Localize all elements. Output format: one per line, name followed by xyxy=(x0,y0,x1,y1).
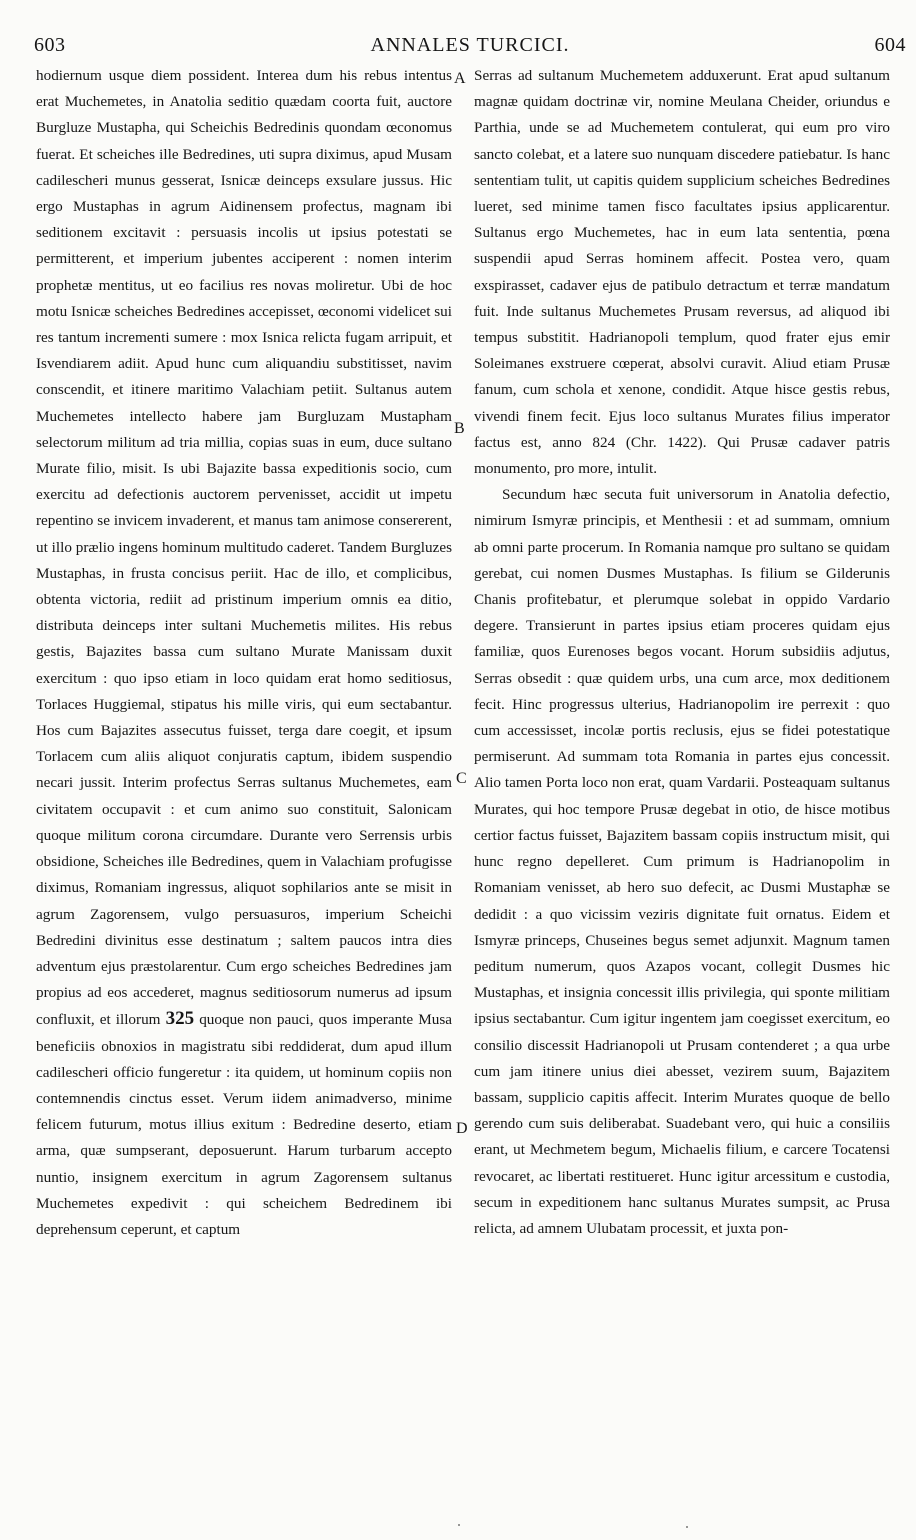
left-text-part2: quoque non pauci, quos imperante Musa beneficiis obnoxios in magistratu sibi reddiderat, dum apud illum cadilescheri officio fungeretur : ita quidem, ut hominum copiis non contemnendis cinctus esset. Verum iidem animadverso, minime felicem futurum, motus illius exitum : Bedredine deserto, etiam arma, quæ sumpserant, deposuerunt. Harum turbarum accepto nuntio, insignem exercitum in agrum Zagorensem sultanus Muchemetes expedivit : qui scheichem Bedredinem ibi deprehensum ceperunt, et captum xyxy=(36,1011,452,1238)
signature-mark: 325 xyxy=(165,1008,195,1030)
running-title: ANNALES TURCICI. xyxy=(370,34,570,56)
left-column xyxy=(36,63,452,1243)
margin-marker-a: A xyxy=(454,70,466,87)
margin-marker-b: B xyxy=(454,420,465,437)
margin-marker-d: D xyxy=(456,1120,468,1137)
page-number-right: 604 xyxy=(874,34,906,56)
left-column-text xyxy=(36,63,452,1243)
right-paragraph-2: Secundum hæc secuta fuit universorum in Anatolia defectio, nimirum Ismyræ principis, et Menthesii : et ad summam, omnium ab omni parte procerum. In Romania namque pro sultano se quidam gerebat, cui nomen Dusmes Mustaphas. Is filium se Gilderunis Chanis profitebatur, et plerumque solebat in oppido Vardario degere. Transierunt in partes ipsius etiam proceres quidam ejus familiæ, quos Eurenoses begos vocant. Horum subsidiis adjutus, Serras obsedit : quæ quidem urbs, una cum arce, mox deditionem fecit. Hinc progressus ulterius, Hadrianopolim ire perrexit : quo cum accessisset, incolæ portis reclusis, ejus se fidei potestatique permiserunt. Ad summam tota Romania in partes ejus concessit. Alio tamen Porta loco non erat, quam Vardarii. Posteaquam sultanus Murates, qui hoc tempore Prusæ degebat in otio, de hisce motibus certior factus fuisset, Bajazitem bassam copiis instructum misit, qui hunc regno depelleret. Cum primum is Hadrianopolim in Romaniam venisset, ab hero suo defecit, ac Dusmi Mustaphæ se dedidit : a quo vicissim veziris dignitate fuit ornatus. Eidem et Ismyræ princeps, Chuseines begus semet adjunxit. Magnum tamen peditum numerum, quos Azapos vocant, collegit Dusmes hic Mustaphas, et insignia concessit illis privilegia, qui sponte militiam ipsius sectabantur. Cum igitur ingentem jam coegisset exercitum, eo consilio discessit Hadrianopoli ut Prusam contenderet ; a qua urbe cum jam itinere unius diei abesset, vezirem suum, Bajazitem bassam, supplicio capitis affecit. Interim Murates quoque de bello gerendo cum suis deliberabat. Suadebant vero, qui huic a consiliis erant, ut Mechmetem begum, Michaelis filium, e carcere Tocatensi revocaret, ac libertati restitueret. Hunc igitur arcessitum e custodia, secum in expeditionem hanc sultanus Murates sumpsit, ac Prusa relicta, ad amnem Ulubatam processit, et juxta pon- xyxy=(474,486,890,1237)
print-speck xyxy=(458,1524,460,1526)
left-text-part1: hodiernum usque diem possident. Interea dum his rebus intentus erat Muchemetes, in Anatolia seditio quædam coorta fuit, auctore Burgluze Mustapha, qui Scheichis Bedredinis quondam œconomus fuerat. Et scheiches ille Bedredines, uti supra diximus, apud Musam cadilescheri munus gesserat, Isnicæ deinceps exsulare jussus. Hic ergo Mustaphas in agrum Aidinensem profectus, magnam ibi seditionem excitavit : persuasis incolis ut ipsius potestati se permitterent, et imperium jubentes acciperent : nomen interim prophetæ mentitus, ut eo facilius res novas moliretur. Ubi de hoc motu Isnicæ scheiches Bedredines accepisset, œconomi videlicet sui res tantum incrementi sumere : mox Isnica relicta fugam arripuit, et Isvendiarem adiit. Apud hunc cum aliquandiu substitisset, navim conscendit, et itinere maritimo Valachiam petiit. Sultanus autem Muchemetes intellecto habere jam Burgluzam Mustapham selectorum militum ad tria millia, copias suas in eum, duce sultano Murate filio, misit. Is ubi Bajazite bassa expeditionis socio, cum exercitu ad defectionis auctorem pervenisset, accidit ut impetu repentino se invicem invaderent, et manus tam animose consererent, ut illo prælio ingens hominum multitudo caderet. Tandem Burgluzes Mustaphas, in frusta concisus periit. Hac de illo, et complicibus, obtenta victoria, rediit ad pristinum imperium omnis ea ditio, distributa deinceps inter sultani Muchemetis milites. His rebus gestis, Bajazites bassa cum sultano Murate Manissam duxit exercitum : quo ipso etiam in loco quidam erat homo seditiosus, Torlaces Huggiemal, stipatus his mille viris, qui eum sectabantur. Hos cum Bajazites assecutus fuisset, terga dare coegit, et ipsum Torlacem cum aliis aliquot conjuratis captum, ibidem suspendio necari jussit. Interim profectus Serras sultanus Muchemetes, eam civitatem occupavit : et cum animo suo constituit, Salonicam quoque militum corona circumdare. Durante vero Serrensis urbis obsidione, Scheiches ille Bedredines, quem in Valachiam profugisse diximus, Romaniam ingressus, aliquot sophilarios ante se misit in agrum Zagorensem, vulgo persuasuros, imperium Scheichi Bedredini divinitus esse destinatum ; saltem paucos intra dies adventum ejus præstolarentur. Cum ergo scheiches Bedredines jam propius ad eos accederet, magnus seditiosorum numerus ad ipsum confluxit, et illorum xyxy=(36,67,452,1029)
page-number-left: 603 xyxy=(34,34,66,56)
running-header xyxy=(34,30,906,60)
print-speck xyxy=(686,1526,688,1528)
right-column xyxy=(474,63,890,1242)
margin-marker-c: C xyxy=(456,770,467,787)
right-paragraph-1: Serras ad sultanum Muchemetem adduxerunt. Erat apud sultanum magnæ quidam doctrinæ vir, nomine Meulana Cheider, oriundus e Parthia, unde se ad Muchemetem contulerat, qui eum pro viro sancto colebat, et a latere suo nunquam discedere patiebatur. Is hanc sententiam tulit, ut capitis quidem supplicium scheiches Bedredines lueret, sed minime tamen fisco facultates ipsius applicarentur. Sultanus ergo Muchemetes, hac in eum lata sententia, pœna suspendii apud Serras hominem affecit. Postea vero, quam exspirasset, cadaver ejus de patibulo detractum et terræ mandatum fuit. Inde sultanus Muchemetes Prusam reversus, ad aliquod ibi tempus substitit. Hadrianopoli templum, quod frater ejus emir Soleimanes exstruere cœperat, absolvi curavit. Aliud etiam Prusæ fanum, cum schola et xenone, condidit. Atque hisce gestis rebus, vivendi finem fecit. Ejus loco sultanus Murates filius imperator factus est, anno 824 (Chr. 1422). Qui Prusæ cadaver patris monumento, pro more, intulit. xyxy=(474,67,890,478)
